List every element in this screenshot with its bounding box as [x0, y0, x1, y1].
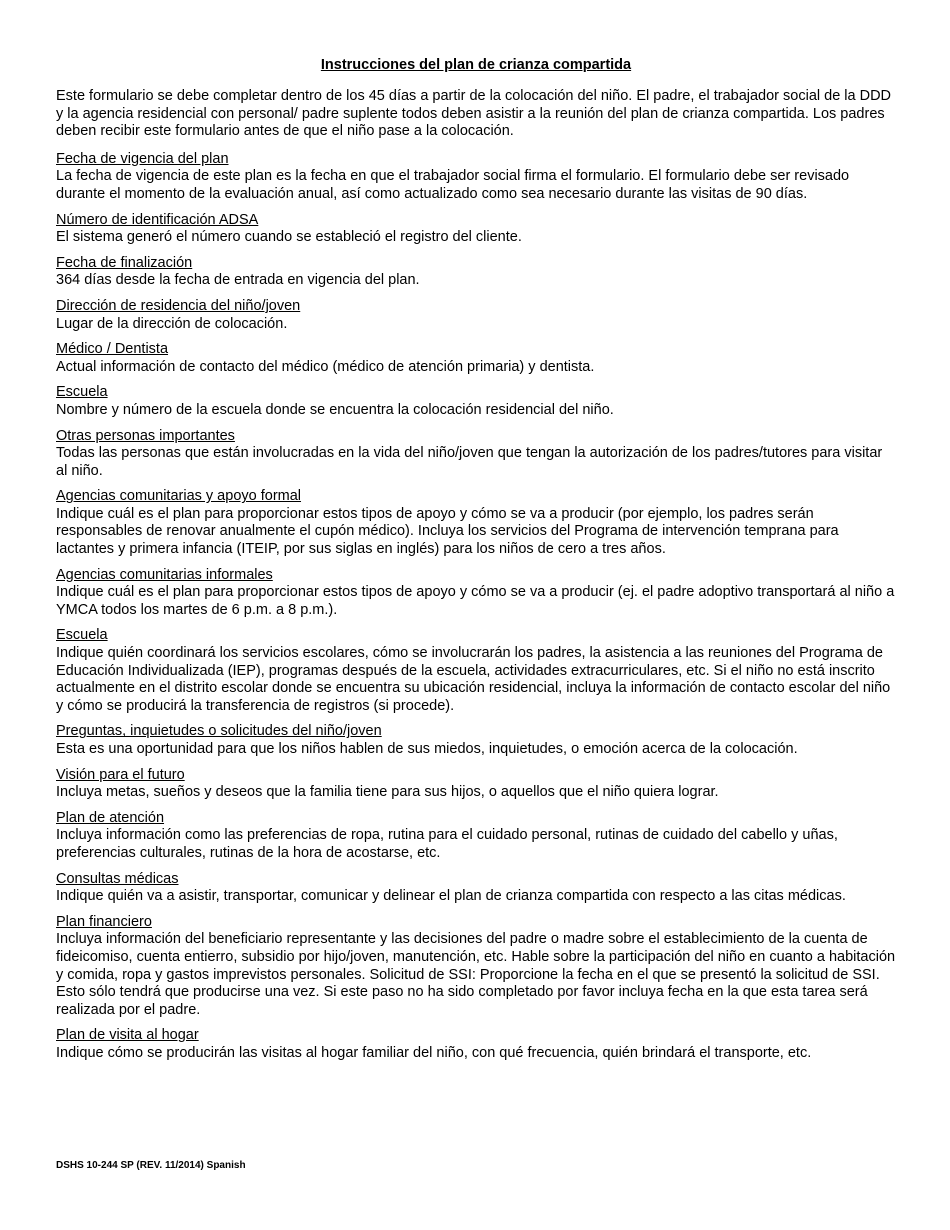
- section-heading: Preguntas, inquietudes o solicitudes del niño/joven: [56, 723, 382, 740]
- section-body: Incluya metas, sueños y deseos que la familia tiene para sus hijos, o aquellos que el niño quiera lograr.: [56, 784, 719, 801]
- section-body: El sistema generó el número cuando se estableció el registro del cliente.: [56, 229, 522, 246]
- section-body: Indique quién coordinará los servicios escolares, cómo se involucrarán los padres, la asistencia a las reuniones del Programa de Educación Individualizada (IEP), programas después de la escuela, actividades extracurriculares, etc. Si el niño no está inscrito actualmente en el distrito escolar donde se encuentra su ubicación residencial, incluya la información de contacto escolar del niño y cómo se producirá la transferencia de registros (si procede).: [56, 645, 891, 714]
- section-body: Indique cuál es el plan para proporcionar estos tipos de apoyo y cómo se va a producir (por ejemplo, los padres serán responsables de renovar anualmente el cupón médico). Incluya los servicios del Programa de intervención temprana para lactantes y primera infancia (ITEIP, por sus siglas en inglés) para los niños de cero a tres años.: [56, 505, 839, 558]
- section-school-services: [56, 627, 896, 715]
- document-page: [56, 56, 896, 1071]
- section-child-questions: [56, 723, 896, 758]
- section-heading: Dirección de residencia del niño/joven: [56, 297, 301, 314]
- section-body: 364 días desde la fecha de entrada en vigencia del plan.: [56, 272, 420, 289]
- section-end-date: [56, 255, 896, 290]
- section-body: La fecha de vigencia de este plan es la fecha en que el trabajador social firma el formulario. El formulario debe ser revisado durante el momento de la evaluación anual, así como actualizado como sea necesario durante las visitas de 90 días.: [56, 168, 850, 202]
- section-body: Esta es una oportunidad para que los niños hablen de sus miedos, inquietudes, o emoción acerca de la colocación.: [56, 741, 798, 757]
- form-number-footer: DSHS 10-244 SP (REV. 11/2014) Spanish: [56, 1160, 246, 1171]
- section-heading: Plan de atención: [56, 809, 165, 826]
- section-heading: Plan de visita al hogar: [56, 1027, 199, 1044]
- section-heading: Agencias comunitarias y apoyo formal: [56, 488, 302, 505]
- section-body: Indique quién va a asistir, transportar, comunicar y delinear el plan de crianza compartida con respecto a las citas médicas.: [56, 888, 846, 905]
- section-school: [56, 384, 896, 419]
- section-body: Lugar de la dirección de colocación.: [56, 315, 288, 332]
- section-body: Actual información de contacto del médico (médico de atención primaria) y dentista.: [56, 358, 595, 375]
- section-body: Indique cuál es el plan para proporcionar estos tipos de apoyo y cómo se va a producir (ej. el padre adoptivo transportará al niño a YMCA todos los martes de 6 p.m. a 8 p.m.).: [56, 584, 895, 618]
- section-future-vision: [56, 767, 896, 802]
- section-heading: Número de identificación ADSA: [56, 211, 259, 228]
- section-body: Nombre y número de la escuela donde se encuentra la colocación residencial del niño.: [56, 401, 614, 418]
- section-doctor-dentist: [56, 341, 896, 376]
- section-heading: Plan financiero: [56, 913, 152, 930]
- section-heading: Escuela: [56, 627, 108, 644]
- section-body: Incluya información como las preferencias de ropa, rutina para el cuidado personal, rutinas de cuidado del cabello y uñas, preferencias culturales, rutinas de la hora de acostarse, etc.: [56, 827, 838, 861]
- section-heading: Fecha de finalización: [56, 254, 193, 271]
- document-title: Instrucciones del plan de crianza compartida: [320, 57, 632, 73]
- section-care-plan: [56, 810, 896, 863]
- section-heading: Escuela: [56, 384, 108, 401]
- section-heading: Otras personas importantes: [56, 427, 235, 444]
- section-home-visit-plan: [56, 1027, 896, 1062]
- section-important-people: [56, 428, 896, 481]
- section-formal-community-agencies: [56, 488, 896, 558]
- section-informal-community-agencies: [56, 567, 896, 620]
- section-heading: Consultas médicas: [56, 870, 179, 887]
- intro-paragraph: Este formulario se debe completar dentro de los 45 días a partir de la colocación del niño. El padre, el trabajador social de la DDD y la agencia residencial con personal/ padre suplente todos deben asistir a la reunión del plan de crianza compartida. Los padres deben recibir este formulario antes de que el niño pase a la colocación.: [56, 88, 892, 140]
- section-heading: Visión para el futuro: [56, 766, 185, 783]
- section-body: Indique cómo se producirán las visitas al hogar familiar del niño, con qué frecuencia, quién brindará el transporte, etc.: [56, 1044, 812, 1061]
- section-medical-appointments: [56, 871, 896, 906]
- section-heading: Agencias comunitarias informales: [56, 566, 273, 583]
- section-plan-effective-date: [56, 151, 896, 204]
- section-heading: Fecha de vigencia del plan: [56, 150, 229, 167]
- section-body: Incluya información del beneficiario representante y las decisiones del padre o madre sobre el establecimiento de la cuenta de fideicomiso, cuenta entierro, subsidio por hijo/joven, manutención, etc. Hable sobre la participación del niño en cuanto a habitación y comida, ropa y gastos imprevistos personales. Solicitud de SSI: Proporcione la fecha en el que se presentó la solicitud de SSI. Esto sólo tendrá que producirse una vez. Si este paso no ha sido completado por favor incluya fecha en la que esta tarea será realizada por el padre.: [56, 931, 896, 1018]
- section-body: Todas las personas que están involucradas en la vida del niño/joven que tengan la autorización de los padres/tutores para visitar al niño.: [56, 445, 883, 479]
- section-adsa-id: [56, 212, 896, 247]
- section-heading: Médico / Dentista: [56, 341, 169, 358]
- section-residence-address: [56, 298, 896, 333]
- section-financial-plan: [56, 914, 896, 1020]
